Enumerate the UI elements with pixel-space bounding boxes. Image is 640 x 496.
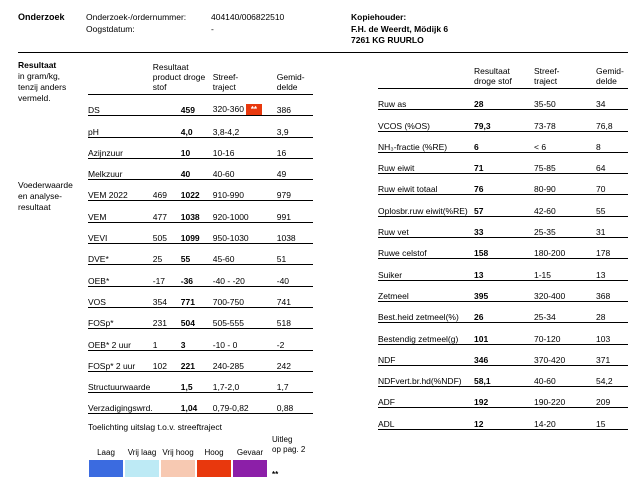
table-row	[88, 222, 313, 243]
legend-title: Toelichting uitslag t.o.v. streeftraject	[88, 422, 223, 432]
row-result: 771	[180, 296, 195, 307]
row-result: 4,0	[180, 126, 193, 137]
row-streef: 950-1030	[213, 222, 277, 243]
left-results-table	[88, 62, 313, 414]
row-gem: 3,9	[277, 116, 313, 137]
row-name: pH	[88, 116, 153, 137]
row-gem: 386	[277, 95, 313, 116]
row-streef: 45-60	[213, 244, 277, 265]
row-streef: 70-120	[534, 323, 596, 344]
row-gem: 70	[596, 174, 628, 195]
row-result: 76	[474, 174, 534, 195]
row-result: -36	[180, 275, 194, 286]
table-row	[378, 323, 628, 344]
right-col-streef: Streef- traject	[534, 62, 596, 89]
row-gem: 979	[277, 180, 313, 201]
side-label-result: Resultaat in gram/kg, tenzij anders vermeld.	[18, 60, 67, 103]
table-row	[378, 387, 628, 408]
row-streef: 35-50	[534, 89, 596, 110]
row-name: Azijnzuur	[88, 137, 153, 158]
client-line-0: F.H. de Weerdt, Mödijk 6	[351, 24, 449, 34]
legend-item-laag: Laag	[97, 447, 115, 457]
right-table-header-row	[378, 62, 628, 89]
row-name: Ruw eiwit	[378, 152, 474, 173]
table-row	[378, 152, 628, 173]
legend	[88, 422, 318, 480]
row-result: 13	[474, 259, 534, 280]
left-col-gem: Gemid- delde	[277, 62, 313, 95]
table-row	[88, 286, 313, 307]
row-gem: 76,8	[596, 110, 628, 131]
row-gem: 8	[596, 131, 628, 152]
row-gem: -2	[277, 329, 313, 350]
table-row	[88, 95, 313, 116]
row-name: Ruw eiwit totaal	[378, 174, 474, 195]
table-row	[88, 244, 313, 265]
row-name: OEB* 2 uur	[88, 329, 153, 350]
row-streef: -10 - 0	[213, 329, 277, 350]
row-pre: 1	[152, 339, 158, 350]
row-streef: 14-20	[534, 408, 596, 429]
row-result: 459	[180, 105, 195, 116]
table-row	[88, 265, 313, 286]
table-row	[378, 216, 628, 237]
table-row	[88, 393, 313, 414]
row-gem: 368	[596, 280, 628, 301]
row-streef: 320-360	[212, 104, 244, 115]
left-col-result: Resultaat product droge stof	[153, 62, 213, 95]
row-streef: 190-220	[534, 387, 596, 408]
row-result: 1,5	[180, 382, 193, 393]
row-name: DVE*	[88, 244, 153, 265]
table-row	[378, 131, 628, 152]
row-gem: 13	[596, 259, 628, 280]
row-pre: 505	[152, 233, 167, 244]
row-streef: 370-420	[534, 344, 596, 365]
side-label-feed: Voederwaarde en analyse- resultaat	[18, 180, 73, 212]
row-name: Zetmeel	[378, 280, 474, 301]
row-name: NH₃-fractie (%RE)	[378, 131, 474, 152]
table-row	[88, 180, 313, 201]
table-row	[378, 110, 628, 131]
row-streef: 10-16	[213, 137, 277, 158]
right-results-table	[378, 62, 628, 430]
row-name: Oplosbr.ruw eiwit(%RE)	[378, 195, 474, 216]
table-row	[378, 280, 628, 301]
table-row	[378, 365, 628, 386]
legend-swatch-vrij-hoog	[160, 459, 196, 478]
row-name: Ruw as	[378, 89, 474, 110]
row-gem: 1038	[277, 222, 313, 243]
row-gem: 16	[277, 137, 313, 158]
row-name: Verzadigingswrd.	[88, 393, 153, 414]
row-streef: -40 - -20	[213, 265, 277, 286]
row-result: 346	[474, 344, 534, 365]
row-gem: 54,2	[596, 365, 628, 386]
row-result: 1022	[180, 190, 200, 201]
legend-note: Uitleg op pag. 2 **	[272, 435, 318, 480]
row-name: FOSp* 2 uur	[88, 350, 153, 371]
row-result: 192	[474, 387, 534, 408]
row-result: 55	[180, 254, 191, 265]
row-result: 6	[474, 131, 534, 152]
row-pre: 354	[152, 296, 167, 307]
right-col-name	[378, 62, 474, 89]
row-name: VCOS (%OS)	[378, 110, 474, 131]
table-row	[378, 259, 628, 280]
row-gem: 0,88	[277, 393, 313, 414]
row-name: OEB*	[88, 265, 153, 286]
row-gem: 242	[277, 350, 313, 371]
row-result: 395	[474, 280, 534, 301]
table-row	[88, 116, 313, 137]
row-result: 12	[474, 408, 534, 429]
row-name: ADL	[378, 408, 474, 429]
row-result: 221	[180, 360, 195, 371]
row-streef: 75-85	[534, 152, 596, 173]
row-streef: 180-200	[534, 238, 596, 259]
row-gem: 34	[596, 89, 628, 110]
legend-swatch-hoog	[196, 459, 232, 478]
row-name: ADF	[378, 387, 474, 408]
row-result: 79,3	[474, 110, 534, 131]
row-gem: 15	[596, 408, 628, 429]
row-name: NDFvert.br.hd(%NDF)	[378, 365, 474, 386]
header-field-key-1: Oogstdatum:	[86, 24, 135, 34]
row-name: FOSp*	[88, 307, 153, 328]
row-result: 28	[474, 89, 534, 110]
table-row	[88, 201, 313, 222]
row-streef: 0,79-0,82	[213, 393, 277, 414]
row-streef: 40-60	[213, 158, 277, 179]
row-result: 10	[180, 147, 191, 158]
row-gem: 1,7	[277, 371, 313, 392]
row-pre: 25	[152, 254, 163, 265]
row-result: 101	[474, 323, 534, 344]
row-name: Ruw vet	[378, 216, 474, 237]
row-gem: -40	[277, 265, 313, 286]
row-result: 33	[474, 216, 534, 237]
row-name: VEM	[88, 201, 153, 222]
header-divider	[18, 52, 628, 53]
row-gem: 31	[596, 216, 628, 237]
row-result: 57	[474, 195, 534, 216]
table-row	[88, 158, 313, 179]
table-row	[88, 371, 313, 392]
table-row	[378, 238, 628, 259]
legend-item-gevaar: Gevaar	[236, 447, 264, 457]
client-label: Kopiehouder:	[351, 12, 407, 22]
row-name: NDF	[378, 344, 474, 365]
row-streef: 700-750	[213, 286, 277, 307]
left-col-name	[88, 62, 153, 95]
row-result: 3	[180, 339, 186, 350]
row-gem: 51	[277, 244, 313, 265]
row-name: DS	[88, 95, 153, 116]
row-result: 1,04	[180, 403, 198, 414]
table-row	[378, 408, 628, 429]
header-field-value-0: 404140/006822510	[211, 12, 285, 22]
legend-item-vrij-hoog: Vrij hoog	[162, 447, 194, 457]
row-result: 26	[474, 301, 534, 322]
table-row	[88, 137, 313, 158]
row-streef: 73-78	[534, 110, 596, 131]
row-streef: < 6	[534, 131, 596, 152]
row-streef: 25-35	[534, 216, 596, 237]
client-line-1: 7261 KG RUURLO	[351, 35, 424, 45]
row-gem: 55	[596, 195, 628, 216]
row-gem: 518	[277, 307, 313, 328]
row-name: VOS	[88, 286, 153, 307]
table-row	[88, 307, 313, 328]
row-streef: 505-555	[213, 307, 277, 328]
row-gem: 371	[596, 344, 628, 365]
row-pre: 477	[152, 211, 167, 222]
table-row	[88, 350, 313, 371]
row-streef: 1,7-2,0	[213, 371, 277, 392]
row-name: Ruwe celstof	[378, 238, 474, 259]
row-gem: 64	[596, 152, 628, 173]
row-streef: 240-285	[213, 350, 277, 371]
row-result: 158	[474, 238, 534, 259]
row-name: Suiker	[378, 259, 474, 280]
status-badge: **	[246, 104, 262, 115]
row-gem: 28	[596, 301, 628, 322]
row-name: Bestendig zetmeel(g)	[378, 323, 474, 344]
legend-swatch-vrij-laag	[124, 459, 160, 478]
row-gem: 741	[277, 286, 313, 307]
right-col-gem: Gemid- delde	[596, 62, 628, 89]
legend-swatch-gevaar	[232, 459, 268, 478]
row-pre: -17	[152, 275, 166, 286]
row-gem: 178	[596, 238, 628, 259]
row-name: Best.heid zetmeel(%)	[378, 301, 474, 322]
table-row	[378, 301, 628, 322]
legend-note-marker: **	[272, 470, 279, 479]
row-streef: 320-400	[534, 280, 596, 301]
row-streef: 40-60	[534, 365, 596, 386]
left-table-header-row	[88, 62, 313, 95]
row-result: 40	[180, 169, 191, 180]
right-col-result: Resultaat droge stof	[474, 62, 534, 89]
row-result: 504	[180, 318, 195, 329]
table-row	[378, 174, 628, 195]
row-streef: 80-90	[534, 174, 596, 195]
table-row	[378, 344, 628, 365]
row-name: VEM 2022	[88, 180, 153, 201]
table-row	[88, 329, 313, 350]
report-header	[18, 12, 628, 45]
table-row	[378, 89, 628, 110]
header-field-key-0: Onderzoek-/ordernummer:	[86, 12, 187, 22]
row-streef: 920-1000	[213, 201, 277, 222]
row-streef: 42-60	[534, 195, 596, 216]
row-gem: 49	[277, 158, 313, 179]
row-pre: 469	[152, 190, 167, 201]
row-gem: 209	[596, 387, 628, 408]
row-pre: 102	[152, 360, 167, 371]
legend-item-hoog: Hoog	[204, 447, 224, 457]
row-name: Melkzuur	[88, 158, 153, 179]
row-name: VEVI	[88, 222, 153, 243]
header-field-value-1: -	[211, 24, 214, 34]
row-pre: 231	[152, 318, 167, 329]
header-section-label: Onderzoek	[18, 12, 65, 22]
row-streef: 910-990	[213, 180, 277, 201]
table-row	[378, 195, 628, 216]
row-gem: 991	[277, 201, 313, 222]
legend-item-vrij-laag: Vrij laag	[127, 447, 157, 457]
row-result: 1038	[180, 211, 200, 222]
row-gem: 103	[596, 323, 628, 344]
row-result: 71	[474, 152, 534, 173]
legend-swatch-laag	[88, 459, 124, 478]
row-streef: 1-15	[534, 259, 596, 280]
row-streef: 25-34	[534, 301, 596, 322]
row-result: 1099	[180, 233, 200, 244]
row-name: Structuurwaarde	[88, 371, 153, 392]
row-result: 58,1	[474, 365, 534, 386]
left-col-streef: Streef- traject	[213, 62, 277, 95]
row-streef: 3,8-4,2	[213, 116, 277, 137]
